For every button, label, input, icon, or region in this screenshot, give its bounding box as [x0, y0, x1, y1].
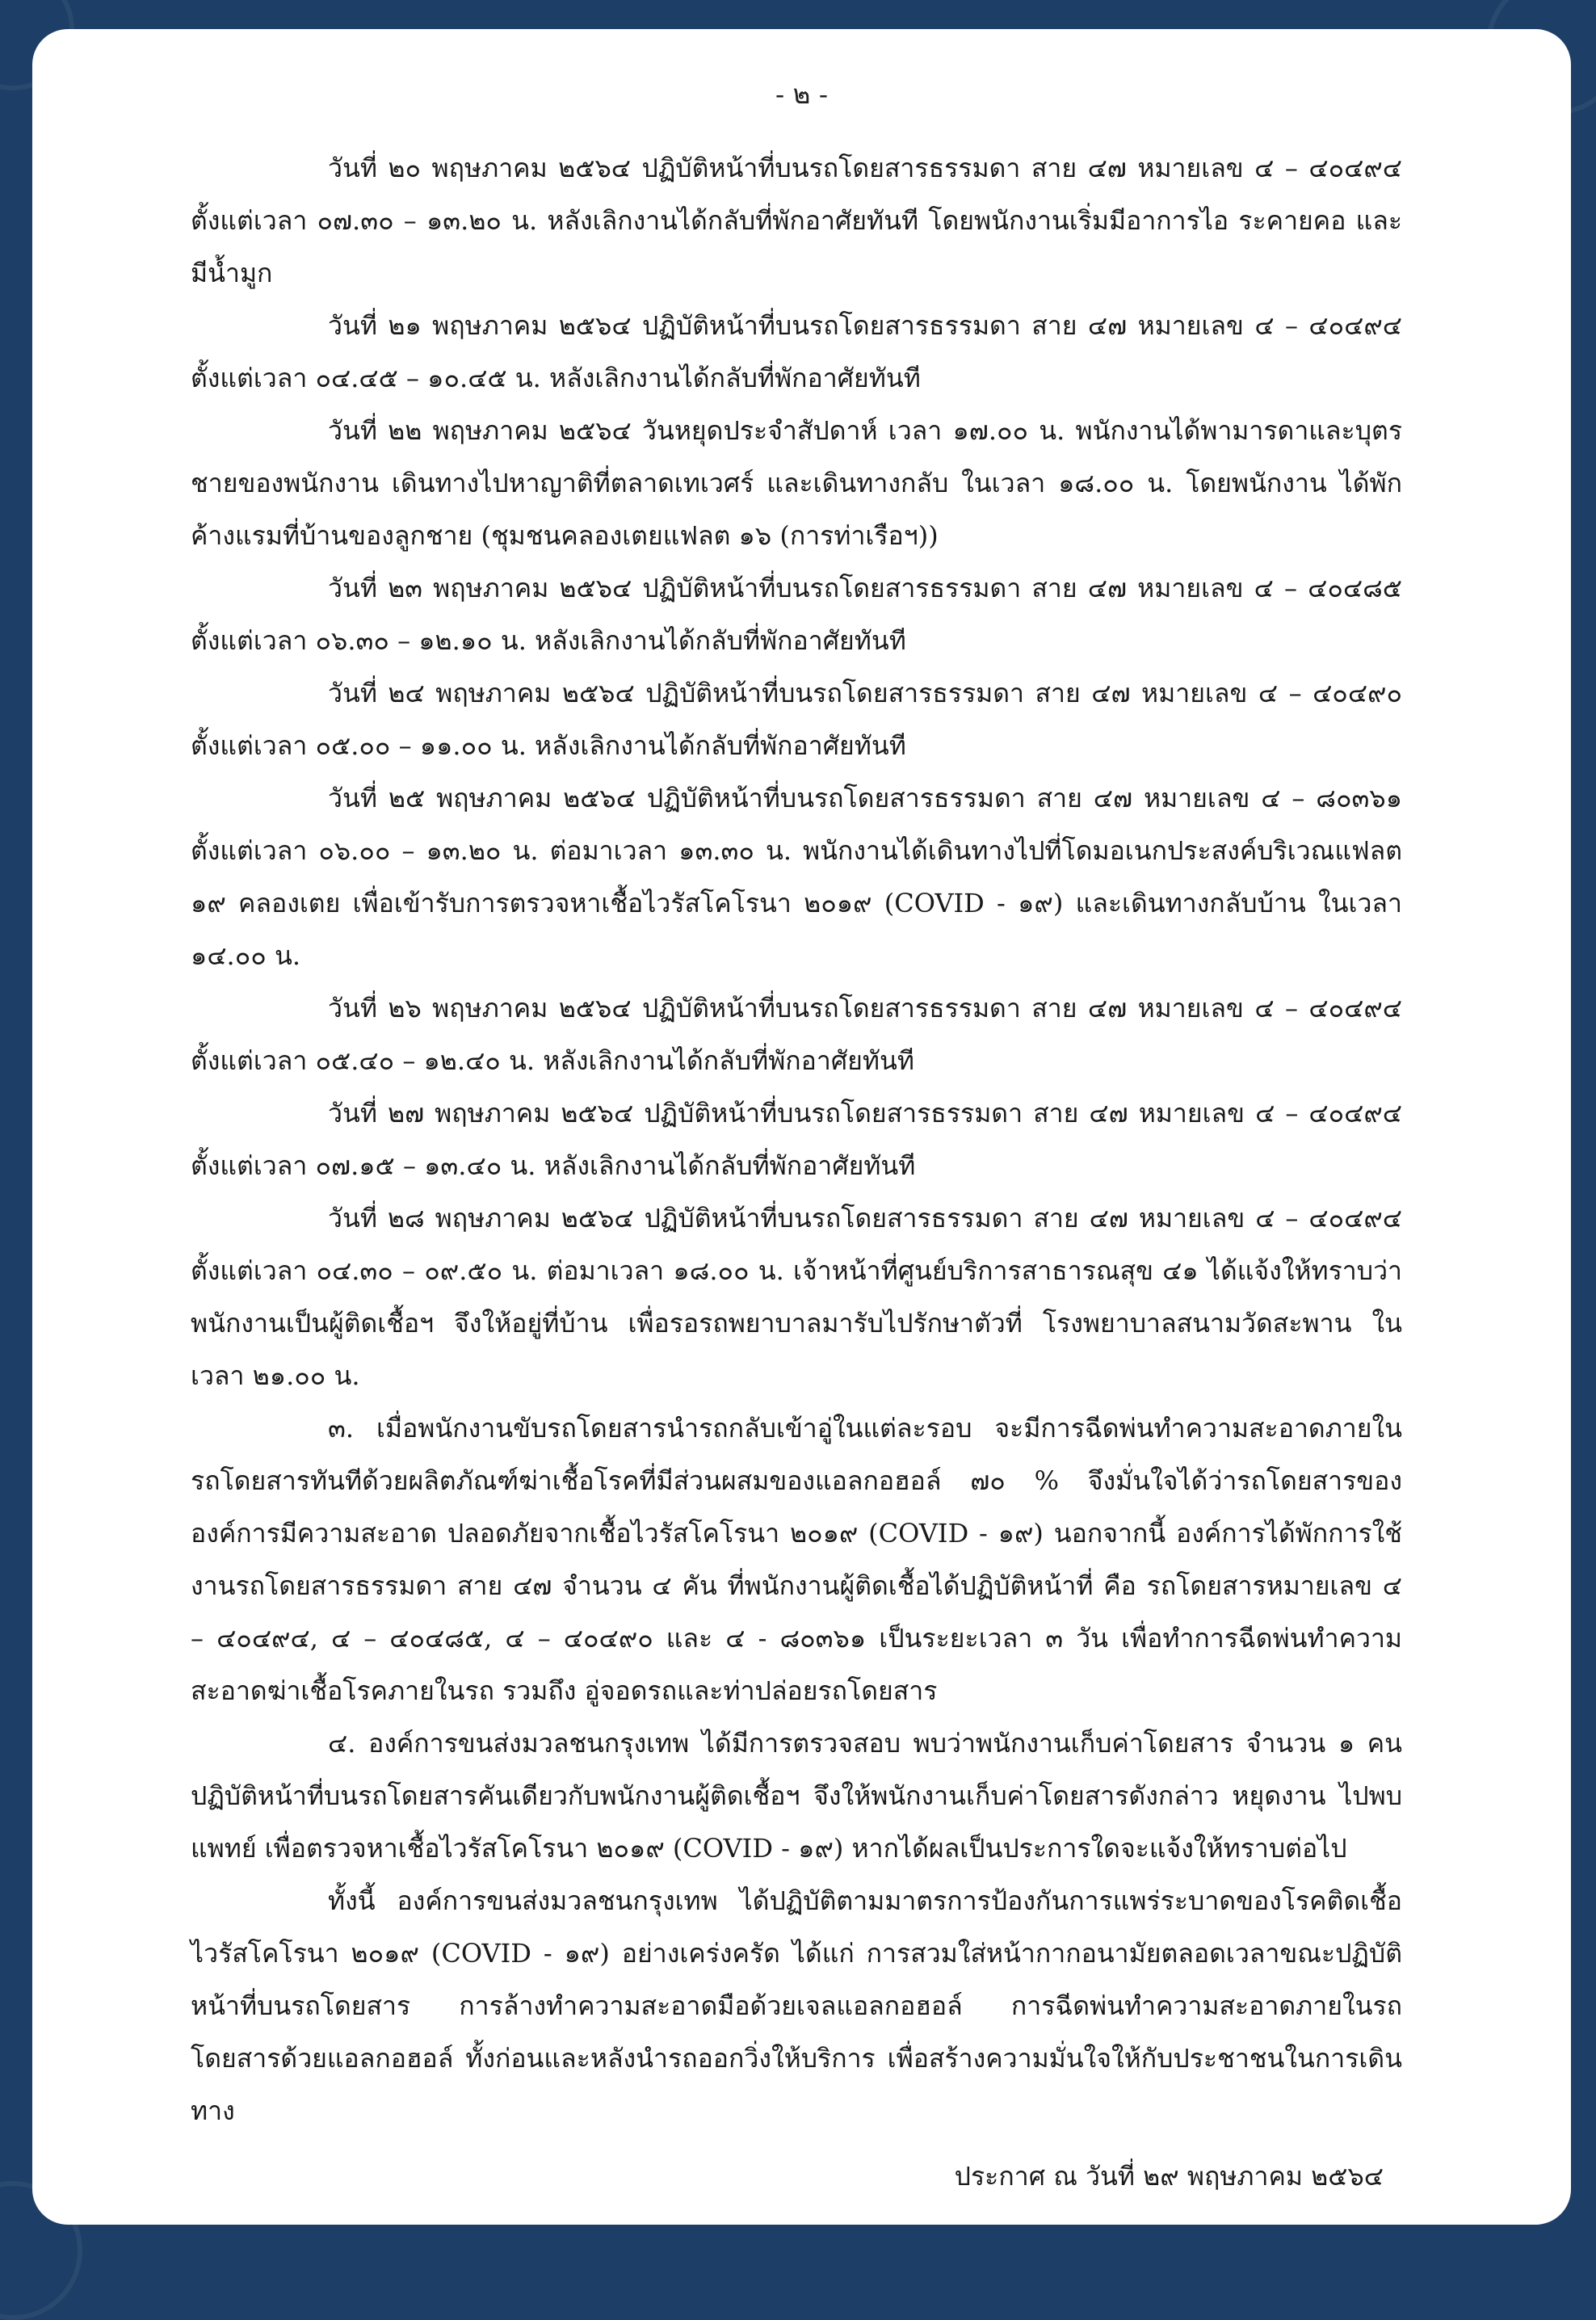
paragraph-may-26: วันที่ ๒๖ พฤษภาคม ๒๕๖๔ ปฏิบัติหน้าที่บนรถโดยสารธรรมดา สาย ๔๗ หมายเลข ๔ – ๔๐๔๙๔ ตั้งแต่เวลา ๐๕.๔๐ – ๑๒.๔๐ น. หลังเลิกงานได้กลับที่พักอาศัยทันที [191, 993, 1403, 1076]
paragraph-item-4: ๔. องค์การขนส่งมวลชนกรุงเทพ ได้มีการตรวจสอบ พบว่าพนักงานเก็บค่าโดยสาร จำนวน ๑ คน ปฏิบัติหน้าที่บนรถโดยสารคันเดียวกับพนักงานผู้ติดเชื้อฯ จึงให้พนักงานเก็บค่าโดยสารดังกล่าว หยุดงาน ไปพบแพทย์ เพื่อตรวจหาเชื้อไวรัสโคโรนา ๒๐๑๙ (COVID - ๑๙) หากได้ผลเป็นประการใดจะแจ้งให้ทราบต่อไป [191, 1728, 1403, 1864]
paragraph-may-21: วันที่ ๒๑ พฤษภาคม ๒๕๖๔ ปฏิบัติหน้าที่บนรถโดยสารธรรมดา สาย ๔๗ หมายเลข ๔ – ๔๐๔๙๔ ตั้งแต่เวลา ๐๔.๔๕ – ๑๐.๔๕ น. หลังเลิกงานได้กลับที่พักอาศัยทันที [191, 310, 1403, 393]
paragraph-may-23: วันที่ ๒๓ พฤษภาคม ๒๕๖๔ ปฏิบัติหน้าที่บนรถโดยสารธรรมดา สาย ๔๗ หมายเลข ๔ – ๔๐๔๘๕ ตั้งแต่เวลา ๐๖.๓๐ – ๑๒.๑๐ น. หลังเลิกงานได้กลับที่พักอาศัยทันที [191, 573, 1403, 656]
announcement-date: ประกาศ ณ วันที่ ๒๙ พฤษภาคม ๒๕๖๔ [954, 2161, 1384, 2192]
document-page [32, 29, 1571, 2225]
paragraph-item-3: ๓. เมื่อพนักงานขับรถโดยสารนำรถกลับเข้าอู่ในแต่ละรอบ จะมีการฉีดพ่นทำความสะอาดภายในรถโดยสารทันทีด้วยผลิตภัณฑ์ฆ่าเชื้อโรคที่มีส่วนผสมของแอลกอฮอล์ ๗๐ % จึงมั่นใจได้ว่ารถโดยสารขององค์การมีความสะอาด ปลอดภัยจากเชื้อไวรัสโคโรนา ๒๐๑๙ (COVID - ๑๙) นอกจากนี้ องค์การได้พักการใช้งานรถโดยสารธรรมดา สาย ๔๗ จำนวน ๔ คัน ที่พนักงานผู้ติดเชื้อได้ปฏิบัติหน้าที่ คือ รถโดยสารหมายเลข ๔ – ๔๐๔๙๔, ๔ – ๔๐๔๘๕, ๔ – ๔๐๔๙๐ และ ๔ - ๘๐๓๖๑ เป็นระยะเวลา ๓ วัน เพื่อทำการฉีดพ่นทำความสะอาดฆ่าเชื้อโรคภายในรถ รวมถึง อู่จอดรถและท่าปล่อยรถโดยสาร [191, 1413, 1402, 1706]
paragraph-may-25: วันที่ ๒๕ พฤษภาคม ๒๕๖๔ ปฏิบัติหน้าที่บนรถโดยสารธรรมดา สาย ๔๗ หมายเลข ๔ – ๘๐๓๖๑ ตั้งแต่เวลา ๐๖.๐๐ – ๑๓.๒๐ น. ต่อมาเวลา ๑๓.๓๐ น. พนักงานได้เดินทางไปที่โดมอเนกประสงค์บริเวณแฟลต ๑๙ คลองเตย เพื่อเข้ารับการตรวจหาเชื้อไวรัสโคโรนา ๒๐๑๙ (COVID - ๑๙) และเดินทางกลับบ้าน ในเวลา ๑๔.๐๐ น. [191, 783, 1403, 971]
paragraph-may-20: วันที่ ๒๐ พฤษภาคม ๒๕๖๔ ปฏิบัติหน้าที่บนรถโดยสารธรรมดา สาย ๔๗ หมายเลข ๔ – ๔๐๔๙๔ ตั้งแต่เวลา ๐๗.๓๐ – ๑๓.๒๐ น. หลังเลิกงานได้กลับที่พักอาศัยทันที โดยพนักงานเริ่มมีอาการไอ ระคายคอ และมีน้ำมูก [191, 153, 1403, 288]
paragraph-may-24: วันที่ ๒๔ พฤษภาคม ๒๕๖๔ ปฏิบัติหน้าที่บนรถโดยสารธรรมดา สาย ๔๗ หมายเลข ๔ – ๔๐๔๙๐ ตั้งแต่เวลา ๐๕.๐๐ – ๑๑.๐๐ น. หลังเลิกงานได้กลับที่พักอาศัยทันที [191, 678, 1403, 761]
paragraph-may-22: วันที่ ๒๒ พฤษภาคม ๒๕๖๔ วันหยุดประจำสัปดาห์ เวลา ๑๗.๐๐ น. พนักงานได้พามารดาและบุตรชายของพนักงาน เดินทางไปหาญาติที่ตลาดเทเวศร์ และเดินทางกลับ ในเวลา ๑๘.๐๐ น. โดยพนักงาน ได้พักค้างแรมที่บ้านของลูกชาย (ชุมชนคลองเตยแฟลต ๑๖ (การท่าเรือฯ)) [191, 415, 1402, 551]
page-number: - ๒ - [775, 78, 829, 110]
paragraph-conclusion: ทั้งนี้ องค์การขนส่งมวลชนกรุงเทพ ได้ปฏิบัติตามมาตรการป้องกันการแพร่ระบาดของโรคติดเชื้อไวรัสโคโรนา ๒๐๑๙ (COVID - ๑๙) อย่างเคร่งครัด ได้แก่ การสวมใส่หน้ากากอนามัยตลอดเวลาขณะปฏิบัติหน้าที่บนรถโดยสาร การล้างทำความสะอาดมือด้วยเจลแอลกอฮอล์ การฉีดพ่นทำความสะอาดภายในรถโดยสารด้วยแอลกอฮอล์ ทั้งก่อนและหลังนำรถออกวิ่งให้บริการ เพื่อสร้างความมั่นใจให้กับประชาชนในการเดินทาง [191, 1885, 1402, 2126]
document-body [191, 142, 1402, 2137]
paragraph-may-28: วันที่ ๒๘ พฤษภาคม ๒๕๖๔ ปฏิบัติหน้าที่บนรถโดยสารธรรมดา สาย ๔๗ หมายเลข ๔ – ๔๐๔๙๔ ตั้งแต่เวลา ๐๔.๓๐ – ๐๙.๕๐ น. ต่อมาเวลา ๑๘.๐๐ น. เจ้าหน้าที่ศูนย์บริการสาธารณสุข ๔๑ ได้แจ้งให้ทราบว่า พนักงานเป็นผู้ติดเชื้อฯ จึงให้อยู่ที่บ้าน เพื่อรอรถพยาบาลมารับไปรักษาตัวที่ โรงพยาบาลสนามวัดสะพาน ในเวลา ๒๑.๐๐ น. [191, 1203, 1403, 1391]
paragraph-may-27: วันที่ ๒๗ พฤษภาคม ๒๕๖๔ ปฏิบัติหน้าที่บนรถโดยสารธรรมดา สาย ๔๗ หมายเลข ๔ – ๔๐๔๙๔ ตั้งแต่เวลา ๐๗.๑๕ – ๑๓.๔๐ น. หลังเลิกงานได้กลับที่พักอาศัยทันที [191, 1098, 1403, 1181]
